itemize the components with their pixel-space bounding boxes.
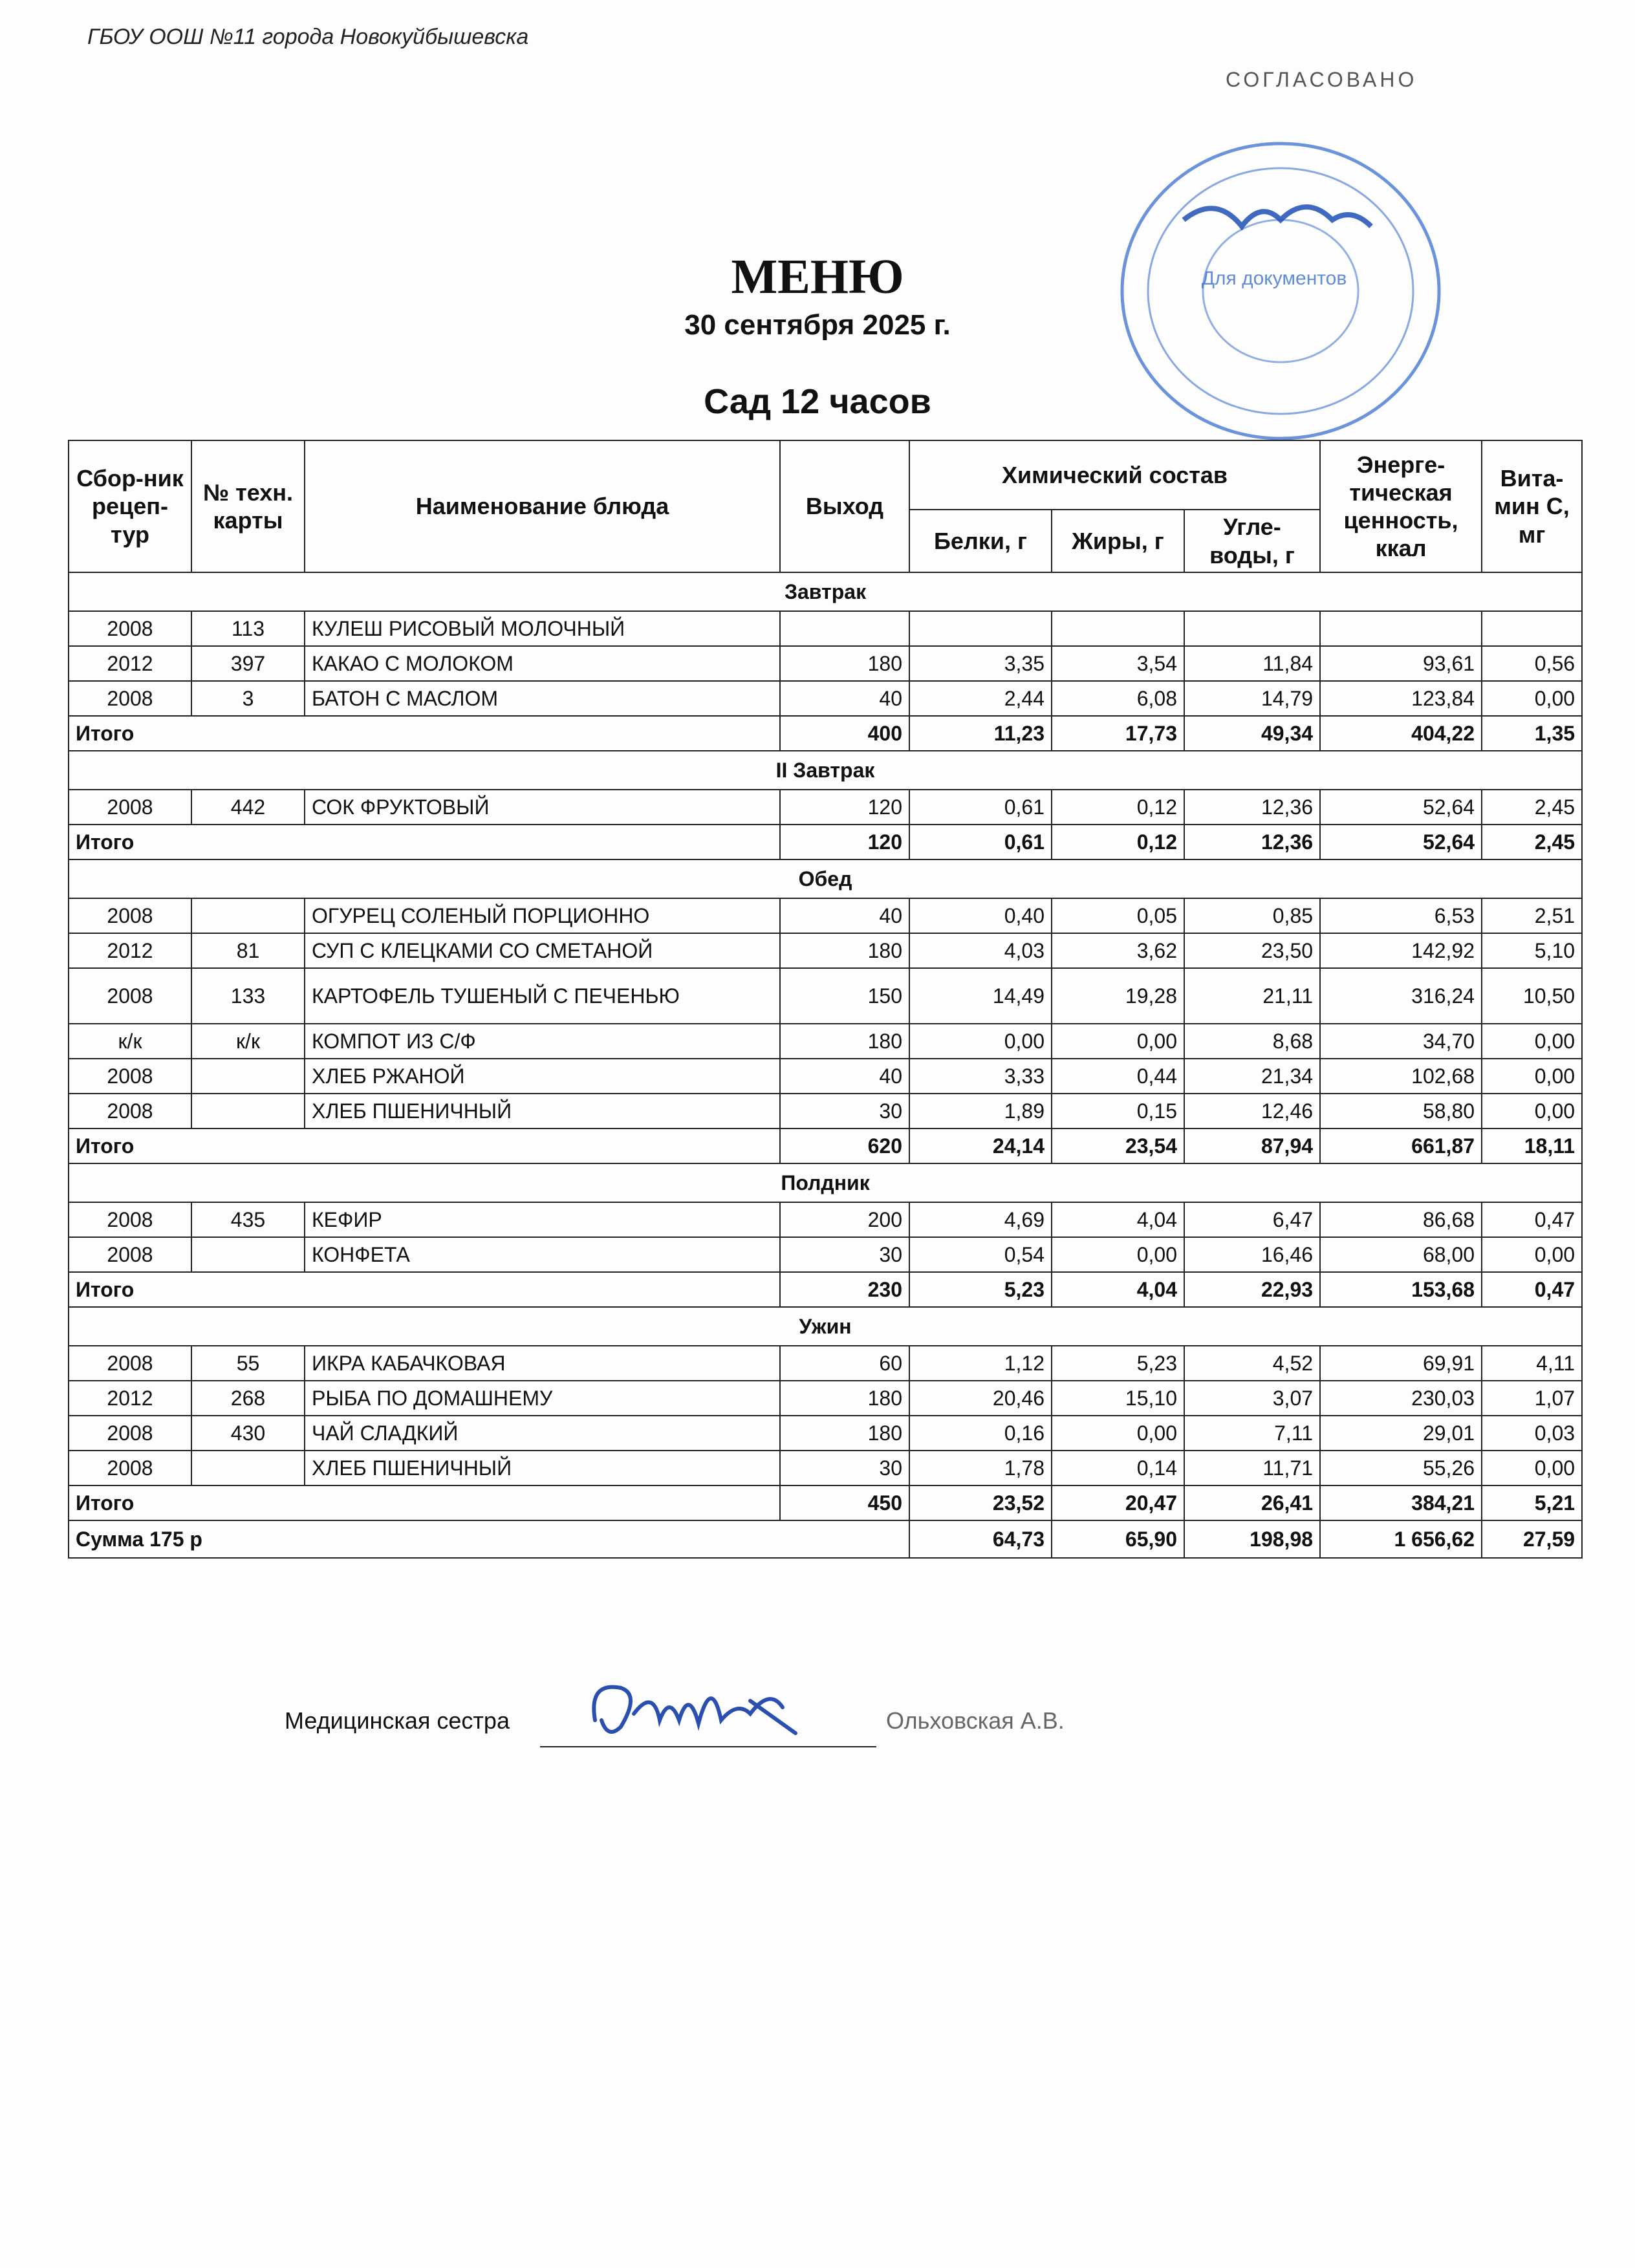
carbs-cell: 14,79 <box>1184 681 1320 716</box>
recipe-collection-cell: 2008 <box>69 898 191 933</box>
proteins-cell: 0,16 <box>909 1416 1052 1451</box>
total-portion-cell: 620 <box>780 1129 909 1163</box>
section-row <box>69 751 1582 790</box>
recipe-collection-cell: 2008 <box>69 1346 191 1381</box>
recipe-collection-cell: 2008 <box>69 968 191 1024</box>
dish-row <box>69 1416 1582 1451</box>
energy-cell: 230,03 <box>1320 1381 1482 1416</box>
total-portion-cell: 400 <box>780 716 909 751</box>
dish-name-cell: СОК ФРУКТОВЫЙ <box>305 790 780 825</box>
dish-row <box>69 1346 1582 1381</box>
dish-name-cell: КОМПОТ ИЗ С/Ф <box>305 1024 780 1059</box>
fats-cell: 19,28 <box>1052 968 1184 1024</box>
tech-card-cell: 430 <box>191 1416 305 1451</box>
tech-card-cell: 133 <box>191 968 305 1024</box>
total-fats-cell: 17,73 <box>1052 716 1184 751</box>
carbs-cell: 11,71 <box>1184 1451 1320 1485</box>
carbs-cell: 0,85 <box>1184 898 1320 933</box>
portion-cell: 120 <box>780 790 909 825</box>
fats-cell: 15,10 <box>1052 1381 1184 1416</box>
vitamin-cell: 0,00 <box>1482 1024 1582 1059</box>
fats-cell: 0,05 <box>1052 898 1184 933</box>
dish-name-cell: КУЛЕШ РИСОВЫЙ МОЛОЧНЫЙ <box>305 611 780 646</box>
total-fats-cell: 23,54 <box>1052 1129 1184 1163</box>
proteins-cell: 4,03 <box>909 933 1052 968</box>
proteins-cell: 3,33 <box>909 1059 1052 1094</box>
carbs-cell: 6,47 <box>1184 1202 1320 1237</box>
fats-cell: 0,44 <box>1052 1059 1184 1094</box>
fats-cell: 0,00 <box>1052 1416 1184 1451</box>
nurse-label: Медицинская сестра <box>285 1707 510 1734</box>
portion-cell: 180 <box>780 1416 909 1451</box>
recipe-collection-cell: 2008 <box>69 790 191 825</box>
dish-name-cell: БАТОН С МАСЛОМ <box>305 681 780 716</box>
dish-row <box>69 611 1582 646</box>
energy-cell <box>1320 611 1482 646</box>
fats-cell <box>1052 611 1184 646</box>
energy-cell: 142,92 <box>1320 933 1482 968</box>
proteins-cell: 0,61 <box>909 790 1052 825</box>
portion-cell: 180 <box>780 646 909 681</box>
energy-cell: 102,68 <box>1320 1059 1482 1094</box>
vitamin-cell: 0,00 <box>1482 1094 1582 1129</box>
portion-cell: 150 <box>780 968 909 1024</box>
fats-cell: 0,15 <box>1052 1094 1184 1129</box>
dish-name-cell: КАРТОФЕЛЬ ТУШЕНЫЙ С ПЕЧЕНЬЮ <box>305 968 780 1024</box>
tech-card-cell: к/к <box>191 1024 305 1059</box>
portion-cell: 40 <box>780 681 909 716</box>
proteins-cell: 1,12 <box>909 1346 1052 1381</box>
energy-cell: 29,01 <box>1320 1416 1482 1451</box>
vitamin-cell: 0,47 <box>1482 1202 1582 1237</box>
dish-name-cell: КЕФИР <box>305 1202 780 1237</box>
header-vitamin: Вита-мин С, мг <box>1482 440 1582 572</box>
signature-line <box>540 1746 876 1747</box>
total-proteins-cell: 24,14 <box>909 1129 1052 1163</box>
tech-card-cell <box>191 1237 305 1272</box>
portion-cell: 200 <box>780 1202 909 1237</box>
vitamin-cell: 2,45 <box>1482 790 1582 825</box>
dish-row <box>69 1381 1582 1416</box>
dish-name-cell: РЫБА ПО ДОМАШНЕМУ <box>305 1381 780 1416</box>
total-fats-cell: 4,04 <box>1052 1272 1184 1307</box>
header-fats: Жиры, г <box>1052 510 1184 572</box>
tech-card-cell: 3 <box>191 681 305 716</box>
total-portion-cell: 450 <box>780 1485 909 1520</box>
total-row <box>69 1272 1582 1307</box>
vitamin-cell: 0,00 <box>1482 1059 1582 1094</box>
energy-cell: 52,64 <box>1320 790 1482 825</box>
portion-cell: 60 <box>780 1346 909 1381</box>
organization-name: ГБОУ ООШ №11 города Новокуйбышевска <box>87 25 529 49</box>
energy-cell: 316,24 <box>1320 968 1482 1024</box>
section-row <box>69 572 1582 611</box>
proteins-cell: 1,89 <box>909 1094 1052 1129</box>
tech-card-cell <box>191 1059 305 1094</box>
dish-row <box>69 790 1582 825</box>
total-proteins-cell: 0,61 <box>909 825 1052 859</box>
total-label: Итого <box>69 1272 780 1307</box>
total-vitamin-cell: 1,35 <box>1482 716 1582 751</box>
header-card: № техн. карты <box>191 440 305 572</box>
energy-cell: 55,26 <box>1320 1451 1482 1485</box>
proteins-cell <box>909 611 1052 646</box>
header-proteins: Белки, г <box>909 510 1052 572</box>
vitamin-cell <box>1482 611 1582 646</box>
approved-label: СОГЛАСОВАНО <box>1226 68 1418 91</box>
sum-proteins-cell: 64,73 <box>909 1520 1052 1558</box>
total-proteins-cell: 11,23 <box>909 716 1052 751</box>
dish-name-cell: КАКАО С МОЛОКОМ <box>305 646 780 681</box>
carbs-cell: 21,11 <box>1184 968 1320 1024</box>
recipe-collection-cell: 2008 <box>69 1059 191 1094</box>
sum-vitamin-cell: 27,59 <box>1482 1520 1582 1558</box>
total-label: Итого <box>69 716 780 751</box>
dish-name-cell: ХЛЕБ ПШЕНИЧНЫЙ <box>305 1451 780 1485</box>
vitamin-cell: 0,00 <box>1482 1451 1582 1485</box>
dish-name-cell: ОГУРЕЦ СОЛЕНЫЙ ПОРЦИОННО <box>305 898 780 933</box>
total-carbs-cell: 26,41 <box>1184 1485 1320 1520</box>
dish-row <box>69 1451 1582 1485</box>
vitamin-cell: 0,03 <box>1482 1416 1582 1451</box>
total-vitamin-cell: 0,47 <box>1482 1272 1582 1307</box>
proteins-cell: 0,40 <box>909 898 1052 933</box>
total-label: Итого <box>69 1485 780 1520</box>
portion-cell: 180 <box>780 1381 909 1416</box>
menu-title: МЕНЮ <box>731 250 904 304</box>
fats-cell: 0,12 <box>1052 790 1184 825</box>
section-title: Завтрак <box>69 572 1582 611</box>
total-vitamin-cell: 5,21 <box>1482 1485 1582 1520</box>
dish-row <box>69 1024 1582 1059</box>
recipe-collection-cell: к/к <box>69 1024 191 1059</box>
total-vitamin-cell: 2,45 <box>1482 825 1582 859</box>
vitamin-cell: 2,51 <box>1482 898 1582 933</box>
carbs-cell <box>1184 611 1320 646</box>
section-row <box>69 1163 1582 1202</box>
carbs-cell: 23,50 <box>1184 933 1320 968</box>
stamp-text: Для документов <box>1201 268 1347 289</box>
group-title: Сад 12 часов <box>704 382 931 421</box>
section-title: Полдник <box>69 1163 1582 1202</box>
carbs-cell: 7,11 <box>1184 1416 1320 1451</box>
energy-cell: 86,68 <box>1320 1202 1482 1237</box>
menu-date: 30 сентября 2025 г. <box>684 309 951 341</box>
total-label: Итого <box>69 1129 780 1163</box>
sum-label: Сумма 175 р <box>69 1520 909 1558</box>
tech-card-cell: 435 <box>191 1202 305 1237</box>
total-energy-cell: 153,68 <box>1320 1272 1482 1307</box>
total-energy-cell: 384,21 <box>1320 1485 1482 1520</box>
energy-cell: 6,53 <box>1320 898 1482 933</box>
energy-cell: 68,00 <box>1320 1237 1482 1272</box>
vitamin-cell: 0,56 <box>1482 646 1582 681</box>
tech-card-cell: 397 <box>191 646 305 681</box>
dish-row <box>69 968 1582 1024</box>
energy-cell: 58,80 <box>1320 1094 1482 1129</box>
dish-row <box>69 681 1582 716</box>
dish-row <box>69 1094 1582 1129</box>
recipe-collection-cell: 2008 <box>69 1202 191 1237</box>
proteins-cell: 0,54 <box>909 1237 1052 1272</box>
total-row <box>69 1129 1582 1163</box>
dish-row <box>69 1059 1582 1094</box>
total-carbs-cell: 22,93 <box>1184 1272 1320 1307</box>
recipe-collection-cell: 2012 <box>69 1381 191 1416</box>
fats-cell: 3,62 <box>1052 933 1184 968</box>
menu-table <box>68 440 1583 1559</box>
total-energy-cell: 661,87 <box>1320 1129 1482 1163</box>
header-chemical: Химический состав <box>909 440 1320 510</box>
total-row <box>69 1485 1582 1520</box>
portion-cell: 30 <box>780 1094 909 1129</box>
portion-cell: 40 <box>780 898 909 933</box>
dish-name-cell: СУП С КЛЕЦКАМИ СО СМЕТАНОЙ <box>305 933 780 968</box>
sum-carbs-cell: 198,98 <box>1184 1520 1320 1558</box>
fats-cell: 0,00 <box>1052 1024 1184 1059</box>
dish-name-cell: ЧАЙ СЛАДКИЙ <box>305 1416 780 1451</box>
recipe-collection-cell: 2008 <box>69 1237 191 1272</box>
total-vitamin-cell: 18,11 <box>1482 1129 1582 1163</box>
tech-card-cell: 81 <box>191 933 305 968</box>
section-title: Обед <box>69 859 1582 898</box>
tech-card-cell: 113 <box>191 611 305 646</box>
total-carbs-cell: 49,34 <box>1184 716 1320 751</box>
nurse-name: Ольховская А.В. <box>886 1707 1065 1734</box>
recipe-collection-cell: 2008 <box>69 611 191 646</box>
dish-name-cell: ХЛЕБ ПШЕНИЧНЫЙ <box>305 1094 780 1129</box>
portion-cell <box>780 611 909 646</box>
total-row <box>69 825 1582 859</box>
fats-cell: 0,00 <box>1052 1237 1184 1272</box>
dish-row <box>69 898 1582 933</box>
header-carbs: Угле-воды, г <box>1184 510 1320 572</box>
vitamin-cell: 4,11 <box>1482 1346 1582 1381</box>
total-row <box>69 716 1582 751</box>
tech-card-cell <box>191 1094 305 1129</box>
header-dish: Наименование блюда <box>305 440 780 572</box>
vitamin-cell: 5,10 <box>1482 933 1582 968</box>
fats-cell: 4,04 <box>1052 1202 1184 1237</box>
dish-name-cell: КОНФЕТА <box>305 1237 780 1272</box>
fats-cell: 6,08 <box>1052 681 1184 716</box>
total-proteins-cell: 23,52 <box>909 1485 1052 1520</box>
proteins-cell: 1,78 <box>909 1451 1052 1485</box>
recipe-collection-cell: 2008 <box>69 1416 191 1451</box>
carbs-cell: 8,68 <box>1184 1024 1320 1059</box>
fats-cell: 0,14 <box>1052 1451 1184 1485</box>
nurse-signature <box>582 1662 815 1759</box>
total-label: Итого <box>69 825 780 859</box>
dish-name-cell: ХЛЕБ РЖАНОЙ <box>305 1059 780 1094</box>
dish-row <box>69 933 1582 968</box>
portion-cell: 180 <box>780 1024 909 1059</box>
portion-cell: 30 <box>780 1451 909 1485</box>
tech-card-cell: 268 <box>191 1381 305 1416</box>
carbs-cell: 12,36 <box>1184 790 1320 825</box>
fats-cell: 5,23 <box>1052 1346 1184 1381</box>
fats-cell: 3,54 <box>1052 646 1184 681</box>
sum-fats-cell: 65,90 <box>1052 1520 1184 1558</box>
dish-row <box>69 646 1582 681</box>
recipe-collection-cell: 2008 <box>69 681 191 716</box>
section-title: Ужин <box>69 1307 1582 1346</box>
header-collection: Сбор-ник рецеп-тур <box>69 440 191 572</box>
total-carbs-cell: 12,36 <box>1184 825 1320 859</box>
total-fats-cell: 0,12 <box>1052 825 1184 859</box>
total-carbs-cell: 87,94 <box>1184 1129 1320 1163</box>
carbs-cell: 4,52 <box>1184 1346 1320 1381</box>
energy-cell: 93,61 <box>1320 646 1482 681</box>
recipe-collection-cell: 2008 <box>69 1451 191 1485</box>
carbs-cell: 11,84 <box>1184 646 1320 681</box>
carbs-cell: 3,07 <box>1184 1381 1320 1416</box>
tech-card-cell: 55 <box>191 1346 305 1381</box>
vitamin-cell: 1,07 <box>1482 1381 1582 1416</box>
recipe-collection-cell: 2008 <box>69 1094 191 1129</box>
total-proteins-cell: 5,23 <box>909 1272 1052 1307</box>
carbs-cell: 16,46 <box>1184 1237 1320 1272</box>
header-portion: Выход <box>780 440 909 572</box>
vitamin-cell: 10,50 <box>1482 968 1582 1024</box>
portion-cell: 180 <box>780 933 909 968</box>
energy-cell: 34,70 <box>1320 1024 1482 1059</box>
sum-row <box>69 1520 1582 1558</box>
total-portion-cell: 230 <box>780 1272 909 1307</box>
energy-cell: 69,91 <box>1320 1346 1482 1381</box>
proteins-cell: 14,49 <box>909 968 1052 1024</box>
dish-row <box>69 1202 1582 1237</box>
dish-name-cell: ИКРА КАБАЧКОВАЯ <box>305 1346 780 1381</box>
total-energy-cell: 404,22 <box>1320 716 1482 751</box>
total-energy-cell: 52,64 <box>1320 825 1482 859</box>
recipe-collection-cell: 2012 <box>69 933 191 968</box>
section-row <box>69 1307 1582 1346</box>
section-title: II Завтрак <box>69 751 1582 790</box>
proteins-cell: 20,46 <box>909 1381 1052 1416</box>
energy-cell: 123,84 <box>1320 681 1482 716</box>
proteins-cell: 4,69 <box>909 1202 1052 1237</box>
total-portion-cell: 120 <box>780 825 909 859</box>
header-energy: Энерге-тическая ценность, ккал <box>1320 440 1482 572</box>
menu-table-body <box>69 572 1582 1558</box>
vitamin-cell: 0,00 <box>1482 1237 1582 1272</box>
proteins-cell: 2,44 <box>909 681 1052 716</box>
vitamin-cell: 0,00 <box>1482 681 1582 716</box>
tech-card-cell: 442 <box>191 790 305 825</box>
sum-energy-cell: 1 656,62 <box>1320 1520 1482 1558</box>
tech-card-cell <box>191 898 305 933</box>
tech-card-cell <box>191 1451 305 1485</box>
total-fats-cell: 20,47 <box>1052 1485 1184 1520</box>
proteins-cell: 3,35 <box>909 646 1052 681</box>
proteins-cell: 0,00 <box>909 1024 1052 1059</box>
carbs-cell: 12,46 <box>1184 1094 1320 1129</box>
carbs-cell: 21,34 <box>1184 1059 1320 1094</box>
recipe-collection-cell: 2012 <box>69 646 191 681</box>
portion-cell: 40 <box>780 1059 909 1094</box>
portion-cell: 30 <box>780 1237 909 1272</box>
section-row <box>69 859 1582 898</box>
dish-row <box>69 1237 1582 1272</box>
